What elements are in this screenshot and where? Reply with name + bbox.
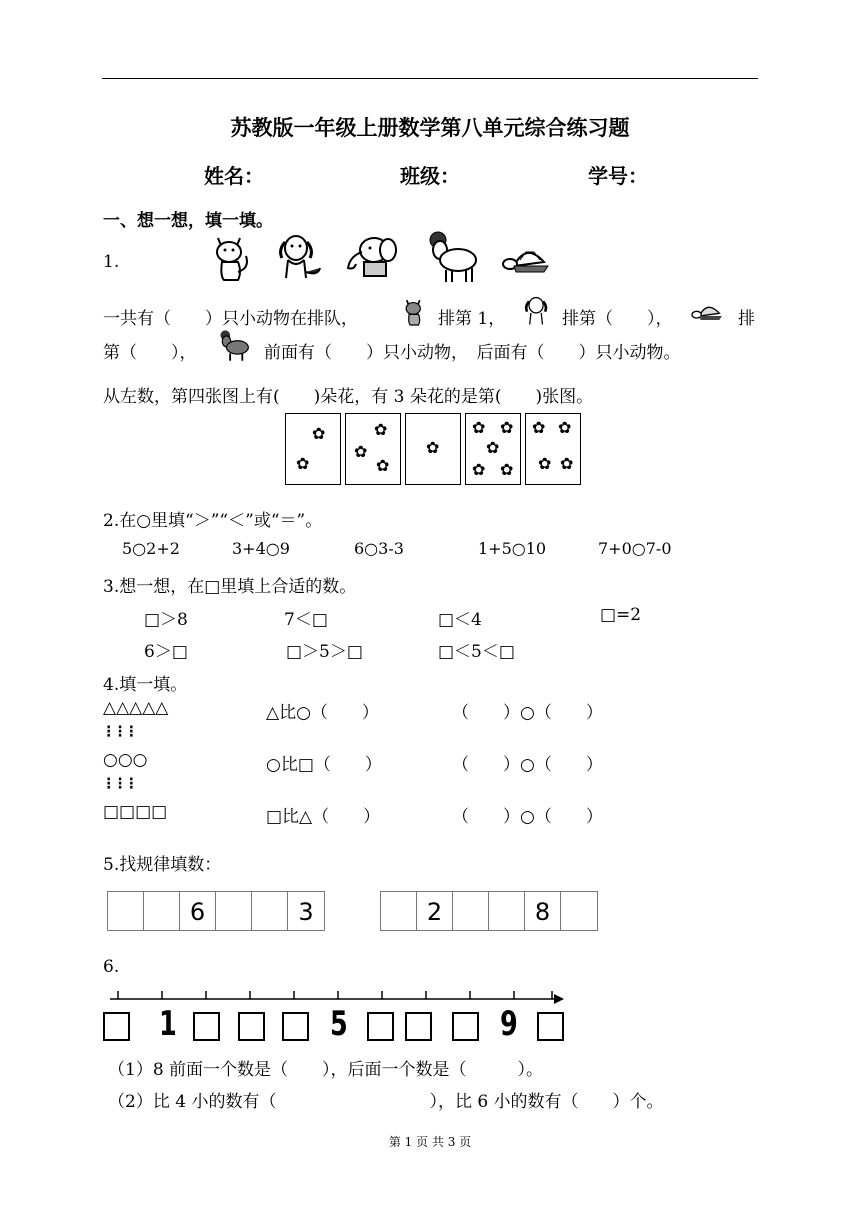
flower-icon: ✿ xyxy=(374,420,388,439)
page-title: 苏教版一年级上册数学第八单元综合练习题 xyxy=(230,115,630,140)
q1-line2-a: 第（ ）， xyxy=(103,343,197,363)
q2-item: 1+5○10 xyxy=(478,539,547,558)
numberline-blank[interactable] xyxy=(103,1012,130,1041)
q2-item: 7+0○7-0 xyxy=(598,539,672,558)
goat-icon xyxy=(216,328,254,362)
flower-icon: ✿ xyxy=(376,456,390,475)
q5-prompt: 5.找规律填数： xyxy=(103,855,222,875)
q4-prompt: 4.填一填。 xyxy=(103,675,188,695)
flower-card-5 xyxy=(525,413,581,485)
q4-compare: □比△（ ） xyxy=(266,807,381,827)
sequence-cell[interactable] xyxy=(216,892,252,930)
flower-icon: ✿ xyxy=(532,418,546,437)
flower-icon: ✿ xyxy=(558,418,572,437)
q2-item: 3+4○9 xyxy=(232,539,290,558)
page-footer: 第 1 页 共 3 页 xyxy=(388,1135,472,1149)
sequence-boxes-1 xyxy=(107,891,325,931)
q4-shapes: △△△△△ xyxy=(103,698,169,718)
q4-shapes: □□□□ xyxy=(103,802,168,822)
sequence-cell[interactable] xyxy=(144,892,180,930)
q6-sub2: （2）比 4 小的数有（ ），比 6 小的数有（ ）个。 xyxy=(108,1092,664,1112)
sequence-cell[interactable] xyxy=(381,892,417,930)
q4-dots: ⁝ ⁝ ⁝ xyxy=(106,722,135,742)
q4-shapes: ○○○ xyxy=(103,750,148,770)
student-id-label: 学号： xyxy=(588,164,648,188)
sequence-cell[interactable] xyxy=(108,892,144,930)
q1-line1-d: 排 xyxy=(738,309,755,329)
flower-icon: ✿ xyxy=(560,454,574,473)
sequence-boxes-2 xyxy=(380,891,598,931)
numberline-number: 5 xyxy=(330,1004,348,1044)
flower-icon: ✿ xyxy=(538,454,552,473)
goat-icon xyxy=(426,228,482,284)
q3-item: □=2 xyxy=(600,605,642,625)
turtle-icon xyxy=(500,240,554,280)
cat-icon xyxy=(210,232,254,284)
q4-compare: △比○（ ） xyxy=(266,703,379,723)
flower-card-3 xyxy=(405,413,461,485)
q3-item: □＞8 xyxy=(144,610,188,630)
numberline-number: 9 xyxy=(500,1004,518,1044)
q4-fill: （ ）○（ ） xyxy=(452,807,603,827)
numberline-blank[interactable] xyxy=(367,1012,394,1041)
q1-flowers-text: 从左数，第四张图上有( )朵花，有 3 朵花的是第( )张图。 xyxy=(103,387,594,407)
flower-card-2 xyxy=(345,413,401,485)
q4-compare: ○比□（ ） xyxy=(266,755,382,775)
flower-icon: ✿ xyxy=(486,438,500,457)
numberline-blank[interactable] xyxy=(282,1012,309,1041)
sequence-cell: 2 xyxy=(417,892,453,930)
sequence-cell[interactable] xyxy=(252,892,288,930)
sequence-cell: 8 xyxy=(525,892,561,930)
flower-icon: ✿ xyxy=(354,442,368,461)
q6-sub1: （1）8 前面一个数是（ ），后面一个数是（ ）。 xyxy=(108,1060,544,1080)
q4-fill: （ ）○（ ） xyxy=(452,703,603,723)
flower-card-1 xyxy=(285,413,341,485)
q6-number: 6. xyxy=(103,957,120,977)
flower-icon: ✿ xyxy=(426,438,440,457)
q4-dots: ⁝ ⁝ ⁝ xyxy=(106,774,135,794)
numberline-number: 1 xyxy=(159,1004,177,1044)
sequence-cell: 6 xyxy=(180,892,216,930)
dog-icon xyxy=(520,295,556,327)
q4-fill: （ ）○（ ） xyxy=(452,755,603,775)
q2-prompt: 2.在○里填“＞”“＜”或“＝”。 xyxy=(103,511,323,531)
flower-card-4 xyxy=(465,413,521,485)
sequence-cell[interactable] xyxy=(489,892,525,930)
flower-icon: ✿ xyxy=(296,454,310,473)
q2-item: 6○3-3 xyxy=(354,539,404,558)
numberline-blank[interactable] xyxy=(238,1012,265,1041)
header-rule xyxy=(102,78,758,79)
q1-line2-b: 前面有（ ）只小动物， 后面有（ ）只小动物。 xyxy=(264,343,681,363)
flower-icon: ✿ xyxy=(472,418,486,437)
q3-item: □＜5＜□ xyxy=(438,642,515,662)
number-line xyxy=(108,988,568,1004)
numberline-blank[interactable] xyxy=(405,1012,432,1041)
class-label: 班级： xyxy=(400,164,460,188)
q3-item: □＞5＞□ xyxy=(286,642,363,662)
sequence-cell[interactable] xyxy=(561,892,597,930)
numberline-blank[interactable] xyxy=(452,1012,479,1041)
q1-line1-c: 排第（ ）， xyxy=(562,309,673,329)
flower-icon: ✿ xyxy=(312,424,326,443)
q3-prompt: 3.想一想，在□里填上合适的数。 xyxy=(103,577,357,597)
dog-icon xyxy=(274,232,324,282)
elephant-icon xyxy=(344,232,400,282)
q3-item: □＜4 xyxy=(438,610,482,630)
section-heading: 一、想一想，填一填。 xyxy=(103,211,273,231)
flower-icon: ✿ xyxy=(500,460,514,479)
flower-icon: ✿ xyxy=(500,418,514,437)
numberline-blank[interactable] xyxy=(193,1012,220,1041)
q1-line1-a: 一共有（ ）只小动物在排队， xyxy=(103,309,358,329)
q1-number: 1. xyxy=(103,252,120,272)
numberline-blank[interactable] xyxy=(537,1012,564,1041)
turtle-icon xyxy=(690,298,726,326)
sequence-cell: 3 xyxy=(298,898,314,926)
flower-icon: ✿ xyxy=(472,460,486,479)
q2-item: 5○2+2 xyxy=(122,539,180,558)
cat-icon xyxy=(402,295,428,329)
q3-item: 7＜□ xyxy=(284,610,328,630)
q3-item: 6＞□ xyxy=(144,642,188,662)
q1-line1-b: 排第 1， xyxy=(438,309,506,329)
name-label: 姓名： xyxy=(204,164,264,188)
sequence-cell[interactable] xyxy=(453,892,489,930)
